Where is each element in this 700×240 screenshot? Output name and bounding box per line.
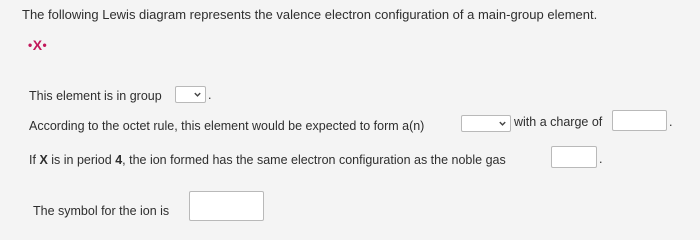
ion-symbol-prompt: The symbol for the ion is xyxy=(33,204,170,218)
period-number: 4 xyxy=(115,153,123,167)
chevron-down-icon xyxy=(498,119,507,128)
lewis-dot-left: • xyxy=(28,38,33,52)
noble-gas-phrase: , the ion formed has the same electron configuration as the noble gas xyxy=(122,153,506,167)
lewis-dot-right: • xyxy=(42,38,48,52)
group-period-mark: . xyxy=(208,88,212,102)
charge-period-mark: . xyxy=(669,115,673,129)
chevron-down-icon xyxy=(193,90,202,99)
lewis-diagram xyxy=(28,37,47,53)
group-select[interactable] xyxy=(175,86,206,103)
noble-gas-input[interactable] xyxy=(551,146,597,168)
if-word: If xyxy=(29,153,36,167)
group-prompt: This element is in group xyxy=(29,89,162,103)
ion-symbol-input[interactable] xyxy=(189,191,264,221)
element-symbol: X xyxy=(39,153,48,167)
period-phrase: is in period xyxy=(51,153,112,167)
charge-input[interactable] xyxy=(612,110,667,131)
ion-type-select[interactable] xyxy=(461,115,511,132)
question-text: The following Lewis diagram represents the valence electron configuration of a main-group element. xyxy=(22,7,598,22)
gas-period-mark: . xyxy=(599,152,603,166)
noble-gas-prompt xyxy=(29,152,506,168)
lewis-symbol: X xyxy=(32,37,43,53)
octet-prompt: According to the octet rule, this element would be expected to form a(n) xyxy=(29,119,425,133)
charge-prompt: with a charge of xyxy=(514,115,603,129)
